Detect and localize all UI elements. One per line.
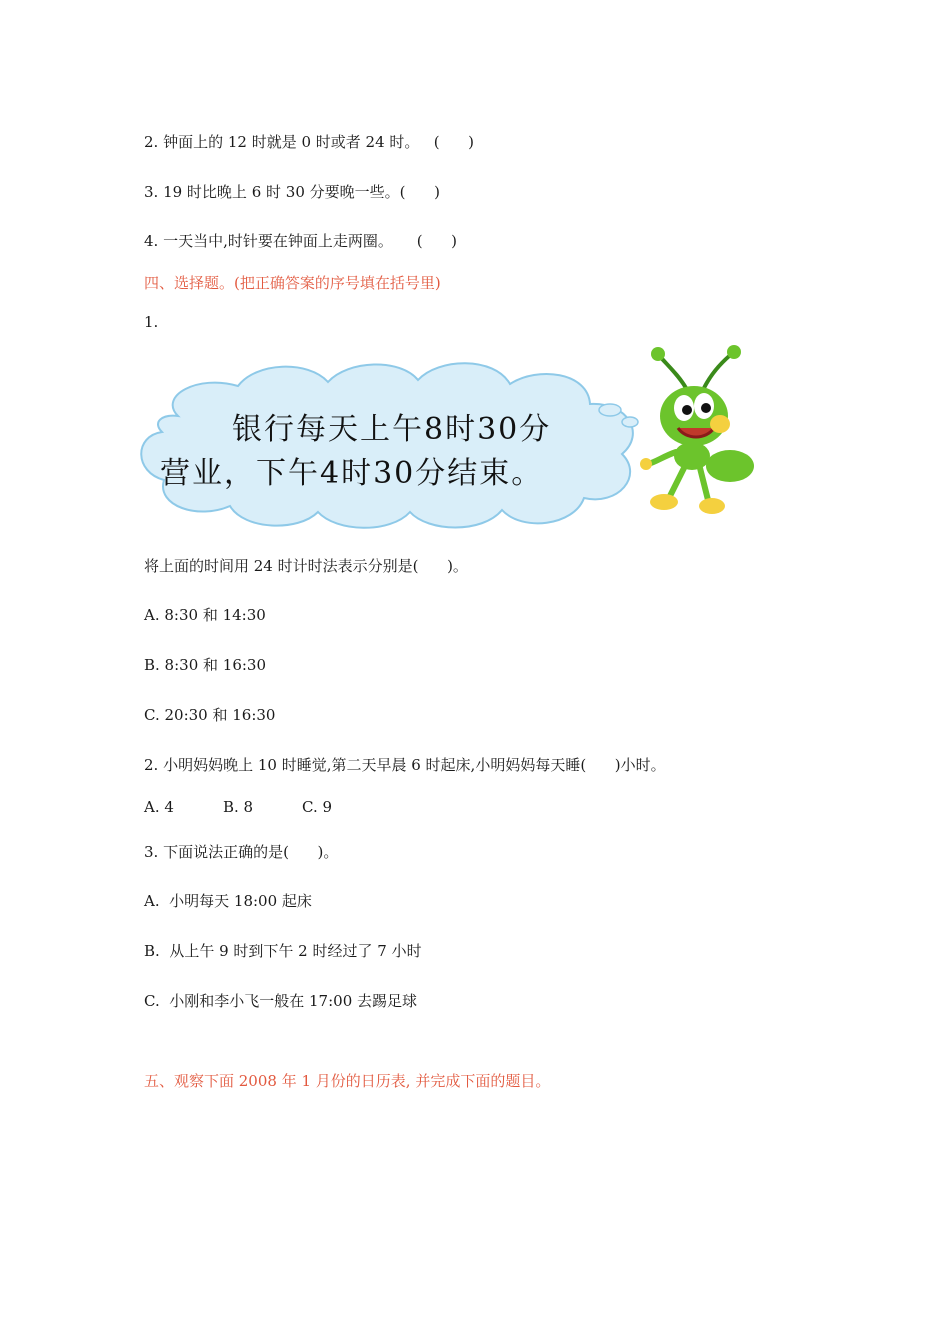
bubble-line-1: 银行每天上午8时30分 [232, 412, 552, 447]
question-1-option-b: B. 8:30 和 16:30 [144, 656, 267, 674]
section5-heading: 五、观察下面 2008 年 1 月份的日历表, 并完成下面的题目。 [144, 1072, 551, 1090]
question-2-options [144, 797, 332, 817]
question-3-option-c: C. 小刚和李小飞一般在 17:00 去踢足球 [144, 992, 418, 1010]
question-1-option-c: C. 20:30 和 16:30 [144, 706, 276, 724]
section4-heading: 四、选择题。(把正确答案的序号填在括号里) [144, 274, 441, 292]
question-3-option-b: B. 从上午 9 时到下午 2 时经过了 7 小时 [144, 942, 422, 960]
question-3-text: 3. 下面说法正确的是( )。 [144, 843, 339, 861]
question-2-option-b: B. 8 [223, 798, 254, 816]
judgment-item-3: 3. 19 时比晚上 6 时 30 分要晚一些。( ) [144, 183, 440, 201]
question-1-option-a: A. 8:30 和 14:30 [144, 606, 266, 624]
question-1-text: 将上面的时间用 24 时计时法表示分别是( )。 [144, 557, 468, 575]
question-2-option-a: A. 4 [144, 798, 174, 816]
question-2-text: 2. 小明妈妈晚上 10 时睡觉,第二天早晨 6 时起床,小明妈妈每天睡( )小时。 [144, 756, 666, 774]
judgment-item-4: 4. 一天当中,时针要在钟面上走两圈。 ( ) [144, 232, 458, 250]
question-1-number: 1. [144, 313, 159, 331]
bubble-line-2: 营业，下午4时30分结束。 [160, 456, 544, 491]
question-2-option-c: C. 9 [302, 798, 333, 816]
question-3-option-a: A. 小明每天 18:00 起床 [144, 892, 312, 910]
ant-mascot-icon [634, 344, 758, 516]
judgment-item-2: 2. 钟面上的 12 时就是 0 时或者 24 时。 ( ) [144, 133, 475, 151]
